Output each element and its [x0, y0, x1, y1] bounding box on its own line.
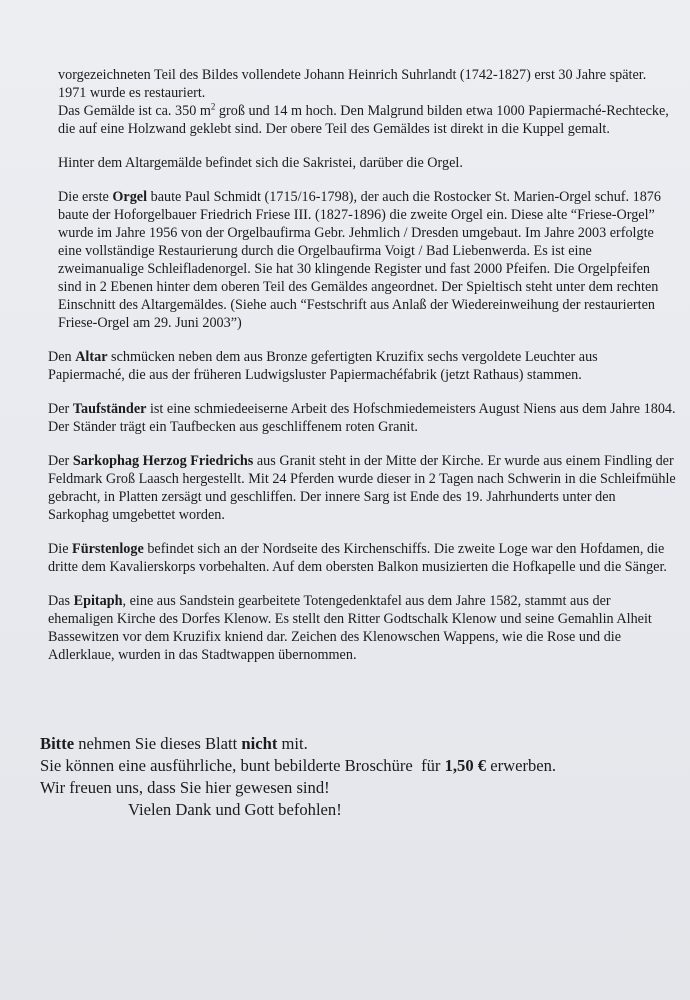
closing-line-1-mid: nehmen Sie dieses Blatt [74, 734, 242, 753]
font-text-pre: Der [48, 401, 73, 417]
sarcophagus-text: aus Granit steht in der Mitte der Kirche. Er wurde aus einem Findling der Feldmark Groß Laasch hergestellt. Mit 24 Pferden wurde dieser in 2 Tagen nach Schwerin in die Schleifmühle gebracht, in Platten zersägt und geschliffen. Der innere Sarg ist Ende des 19. Jahrhunderts unter den Sarkophag umgebettet worden. [48, 453, 676, 523]
closing-nicht: nicht [241, 734, 278, 753]
closing-line-2 [40, 755, 660, 777]
royal-box-text-pre: Die [48, 541, 73, 557]
paragraph-sacristy [58, 154, 676, 172]
closing-line-1-end: mit. [277, 734, 308, 753]
painting-text-1: vorgezeichneten Teil des Bildes vollendete Johann Heinrich Suhrlandt (1742-1827) erst 30 Jahre später. 1971 wurde es restauriert. [58, 67, 647, 101]
paragraph-epitaph [48, 592, 676, 664]
epitaph-text-pre: Das [48, 593, 74, 609]
sarcophagus-text-pre: Der [48, 453, 73, 469]
font-text: ist eine schmiedeeiserne Arbeit des Hofschmiedemeisters August Niens aus dem Jahre 1804. Der Ständer trägt ein Taufbecken aus geschliffenem roten Granit. [48, 401, 676, 435]
paragraph-painting-size [58, 102, 676, 138]
altar-text-pre: Den [48, 349, 76, 365]
paragraph-sarcophagus [48, 452, 676, 524]
altar-heading: Altar [75, 349, 108, 365]
organ-heading: Orgel [112, 189, 148, 205]
royal-box-heading: Fürstenloge [72, 541, 144, 557]
paragraph-painting [58, 66, 676, 102]
closing-line-3: Wir freuen uns, dass Sie hier gewesen sind! [40, 778, 330, 797]
painting-size-text-a: Das Gemälde ist ca. 350 m [58, 103, 211, 119]
closing-bitte: Bitte [40, 734, 75, 753]
closing-line-2-pre: Sie können eine ausführliche, bunt bebilderte Broschüre für [40, 756, 445, 775]
closing-line-1 [40, 733, 660, 755]
sarcophagus-heading: Sarkophag Herzog Friedrichs [72, 453, 254, 469]
epitaph-heading: Epitaph [73, 593, 123, 609]
paragraph-font [48, 400, 676, 436]
paragraph-organ [58, 188, 676, 332]
organ-text: baute Paul Schmidt (1715/16-1798), der auch die Rostocker St. Marien-Orgel schuf. 1876 baute der Hoforgelbauer Friedrich Friese III. (1827-1896) die zweite Orgel ein. Diese alte “Friese-Orgel” wurde im Jahre 1956 von der Orgelbaufirma Gebr. Jehmlich / Dresden umgebaut. Im Jahre 2003 erfolgte eine vollständige Restaurierung durch die Orgelbaufirma Voigt / Bad Liebenwerda. Es ist eine zweimanualige Schleifladenorgel. Sie hat 30 klingende Register und fast 2000 Pfeifen. Die Orgelpfeifen sind in 2 Ebenen hinter dem oberen Teil des Gemäldes angeordnet. Der Spieltisch steht unter dem rechten Einschnitt des Altargemäldes. (Siehe auch “Festschrift aus Anlaß der Wiedereinweihung der restaurierten Friese-Orgel am 29. Juni 2003”) [58, 189, 661, 331]
closing-notice [40, 733, 660, 821]
closing-line-2-end: erwerben. [486, 756, 557, 775]
paragraph-altar [48, 348, 676, 384]
organ-text-pre: Die erste [58, 189, 113, 205]
document-body [48, 66, 676, 680]
font-heading: Taufständer [72, 401, 147, 417]
sacristy-text: Hinter dem Altargemälde befindet sich die Sakristei, darüber die Orgel. [58, 155, 463, 171]
epitaph-text: , eine aus Sandstein gearbeitete Totengedenktafel aus dem Jahre 1582, stammt aus der ehemaligen Kirche des Dorfes Klenow. Es stellt den Ritter Godtschalk Klenow und seine Gemahlin Alheit Bassewitzen vor dem Kruzifix kniend dar. Zeichen des Klenowschen Wappens, wie die Rose und die Adlerklaue, wurden in das Stadtwappen übernommen. [48, 593, 652, 663]
closing-price: 1,50 € [444, 756, 487, 775]
paragraph-royal-box [48, 540, 676, 576]
closing-line-4: Vielen Dank und Gott befohlen! [128, 800, 342, 819]
painting-size-text-b: groß und 14 m hoch. Den Malgrund bilden etwa 1000 Papiermaché-Rechtecke, die auf eine Holzwand geklebt sind. Der obere Teil des Gemäldes ist direkt in die Kuppel gemalt. [58, 103, 669, 137]
royal-box-text: befindet sich an der Nordseite des Kirchenschiffs. Die zweite Loge war den Hofdamen, die dritte dem Kavalierskorps vorbehalten. Auf dem obersten Balkon musizierten die Hofkapelle und die Sänger. [48, 541, 667, 575]
square-superscript: 2 [210, 101, 216, 112]
altar-text: schmücken neben dem aus Bronze gefertigten Kruzifix sechs vergoldete Leuchter aus Papiermaché, die aus der früheren Ludwigsluster Papiermachéfabrik (jetzt Rathaus) stammen. [48, 349, 598, 383]
